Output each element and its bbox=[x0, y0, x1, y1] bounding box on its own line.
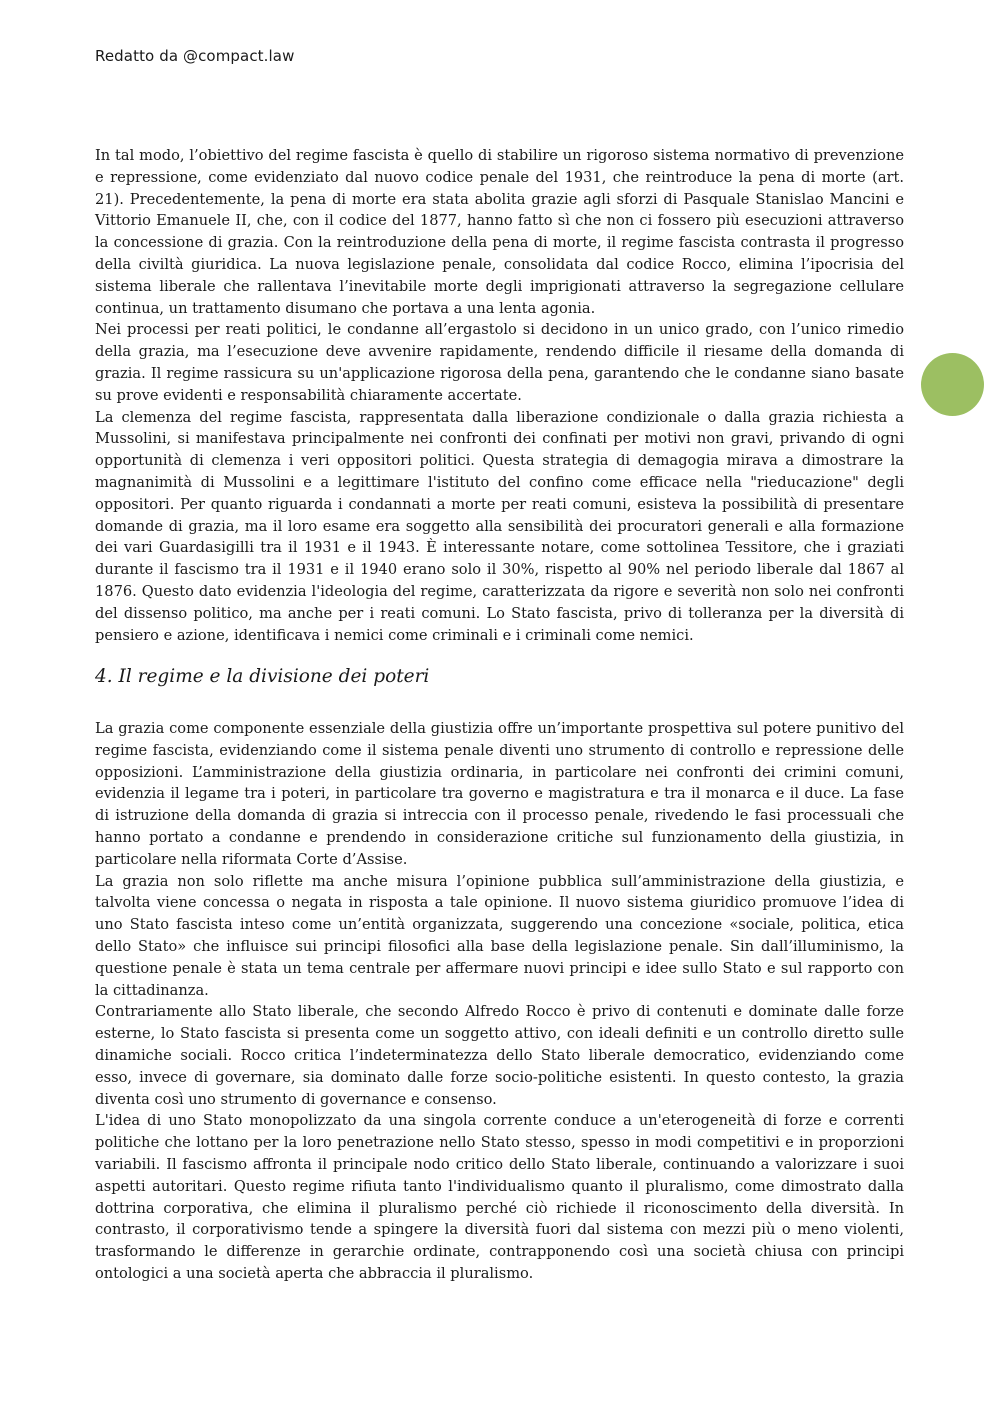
section-heading: 4. Il regime e la divisione dei poteri bbox=[95, 666, 430, 687]
page-header: Redatto da @compact.law bbox=[95, 47, 295, 65]
paragraph: La grazia come componente essenziale della giustizia offre un’importante prospettiva sul potere punitivo del regime fascista, evidenziando come il sistema penale diventi uno strumento di controllo e repressione delle opposizioni. L’amministrazione della giustizia ordinaria, in particolare nei confronti dei crimini comuni, evidenzia il legame tra i poteri, in particolare tra governo e magistratura e tra il monarca e il duce. La fase di istruzione della domanda di grazia si intreccia con il processo penale, rivedendo le fasi processuali che hanno portato a condanne e prendendo in considerazione critiche sul funzionamento della giustizia, in particolare nella riformata Corte d’Assise. bbox=[95, 720, 904, 868]
section-4-body bbox=[95, 718, 904, 1285]
paragraph: L'idea di uno Stato monopolizzato da una singola corrente conduce a un'eterogeneità di forze e correnti politiche che lottano per la loro penetrazione nello Stato stesso, spesso in modi competitivi e in proporzioni variabili. Il fascismo affronta il principale nodo critico dello Stato liberale, continuando a valorizzare i suoi aspetti autoritari. Questo regime rifiuta tanto l'individualismo quanto il pluralismo, come dimostrato dalla dottrina corporativa, che elimina il pluralismo perché ciò richiede il riconoscimento della diversità. In contrasto, il corporativismo tende a spingere la diversità fuori dal sistema con mezzi più o meno violenti, trasformando le differenze in gerarchie ordinate, contrapponendo così una società chiusa con principi ontologici a una società aperta che abbraccia il pluralismo. bbox=[95, 1112, 904, 1282]
paragraph: La clemenza del regime fascista, rappresentata dalla liberazione condizionale o dalla grazia richiesta a Mussolini, si manifestava principalmente nei confronti dei confinati per motivi non gravi, privando di ogni opportunità di clemenza i veri oppositori politici. Questa strategia di demagogia mirava a dimostrare la magnanimità di Mussolini e a legittimare l'istituto del confino come efficace nella "rieducazione" degli oppositori. Per quanto riguarda i condannati a morte per reati comuni, esisteva la possibilità di presentare domande di grazia, ma il loro esame era soggetto alla sensibilità dei procuratori generali e alla formazione dei vari Guardasigilli tra il 1931 e il 1943. È interessante notare, come sottolinea Tessitore, che i graziati durante il fascismo tra il 1931 e il 1940 erano solo il 30%, rispetto al 90% nel periodo liberale dal 1867 al 1876. Questo dato evidenzia l'ideologia del regime, caratterizzata da rigore e severità non solo nei confronti del dissenso politico, ma anche per i reati comuni. Lo Stato fascista, privo di tolleranza per la diversità di pensiero e azione, identificava i nemici come criminali e i criminali come nemici. bbox=[95, 408, 904, 644]
paragraph: La grazia non solo riflette ma anche misura l’opinione pubblica sull’amministrazione della giustizia, e talvolta viene concessa o negata in risposta a tale opinione. Il nuovo sistema giuridico promuove l’idea di uno Stato fascista inteso come un’entità organizzata, suggerendo una concezione «sociale, politica, etica dello Stato» che influisce sui principi filosofici alla base della legislazione penale. Sin dall’illuminismo, la questione penale è stata un tema centrale per affermare nuovi principi e idee sullo Stato e sul rapporto con la cittadinanza. bbox=[95, 872, 904, 999]
decorative-circle bbox=[921, 353, 984, 416]
paragraph: In tal modo, l’obiettivo del regime fascista è quello di stabilire un rigoroso sistema normativo di prevenzione e repressione, come evidenziato dal nuovo codice penale del 1931, che reintroduce la pena di morte (art. 21). Precedentemente, la pena di morte era stata abolita grazie agli sforzi di Pasquale Stanislao Mancini e Vittorio Emanuele II, che, con il codice del 1877, hanno fatto sì che non ci fossero più esecuzioni attraverso la concessione di grazia. Con la reintroduzione della pena di morte, il regime fascista contrasta il progresso della civiltà giuridica. La nuova legislazione penale, consolidata dal codice Rocco, elimina l’ipocrisia del sistema liberale che rallentava l’inevitabile morte degli imprigionati attraverso la segregazione cellulare continua, un trattamento disumano che portava a una lenta agonia. bbox=[95, 147, 904, 317]
paragraph: Contrariamente allo Stato liberale, che secondo Alfredo Rocco è privo di contenuti e dominate dalle forze esterne, lo Stato fascista si presenta come un soggetto attivo, con ideali definiti e un controllo diretto sulle dinamiche sociali. Rocco critica l’indeterminatezza dello Stato liberale democratico, evidenziando come esso, invece di governare, sia dominato dalle forze socio-politiche esistenti. In questo contesto, la grazia diventa così uno strumento di governance e consenso. bbox=[95, 1003, 904, 1108]
paragraph: Nei processi per reati politici, le condanne all’ergastolo si decidono in un unico grado, con l’unico rimedio della grazia, ma l’esecuzione deve avvenire rapidamente, rendendo difficile il riesame della domanda di grazia. Il regime rassicura su un'applicazione rigorosa della pena, garantendo che le condanne siano basate su prove evidenti e responsabilità chiaramente accertate. bbox=[95, 321, 904, 404]
section-3-body bbox=[95, 145, 904, 646]
